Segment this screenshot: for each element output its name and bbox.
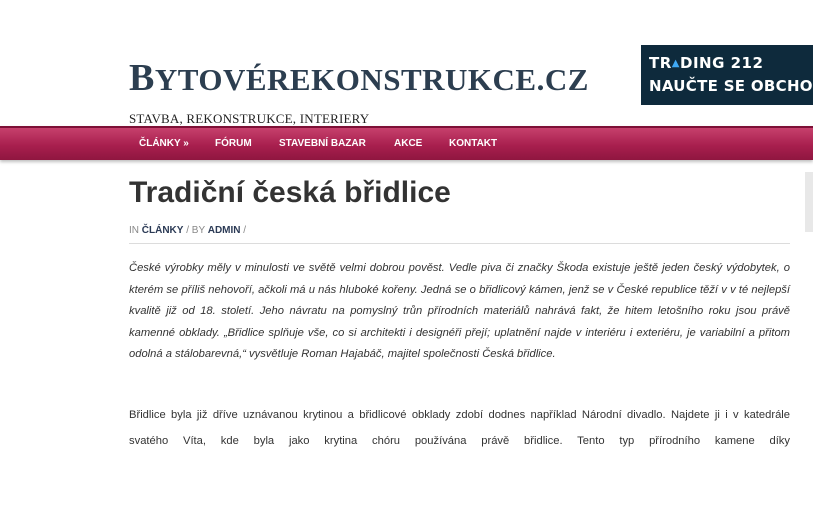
category-link[interactable]: ČLÁNKY (141, 225, 184, 236)
nav-item-akce[interactable]: AKCE (394, 138, 423, 149)
nav-item-kontakt[interactable]: KONTAKT (449, 138, 498, 149)
nav-item-clanky[interactable]: ČLÁNKY » (139, 138, 189, 149)
nav-item-forum[interactable]: FÓRUM (215, 138, 252, 149)
meta-separator: / BY (186, 225, 205, 236)
divider (129, 243, 790, 244)
article-title: Tradiční česká břidlice (129, 176, 451, 209)
site-tagline: STAVBA, REKONSTRUKCE, INTERIERY (129, 111, 370, 126)
spark-icon: ▲ (671, 58, 680, 69)
scrollbar[interactable] (805, 172, 813, 232)
advertisement-banner[interactable] (641, 45, 813, 105)
ad-headline: TR▲DING 212 (649, 54, 764, 72)
article-body: Břidlice byla již dříve uznávanou krytinou a břidlicové obklady zdobí dodnes například Národní divadlo. Najdete ji i v katedrále svatého Víta, kde byla jako krytina chóru používána právě břidlice. Tento typ přírodního kamene díky (129, 409, 790, 447)
article-intro: České výrobky měly v minulosti ve světě velmi dobrou pověst. Vedle piva či značky Škoda existuje ještě jeden český výdobytek, o kterém se příliš nehovoří, ačkoli má u nás hluboké kořeny. Jedná se o břidlicový kámen, jenž se v České republice těží v v té nejlepší kvalitě již od 18. století. Jeho návratu na pomyslný trůn přírodních materiálů nahrává fakt, že hitem letošního roku jsou právě kamenné obklady. „Břidlice splňuje vše, co si architekti i designéři přejí; uplatnění najde v interiéru i exteriéru, je variabilní a přitom odolná a stálobarevná,“ vysvětluje Roman Hajabáč, majitel společnosti Česká břidlice. (129, 262, 790, 360)
ad-subline: NAUČTE SE OBCHO (649, 77, 813, 95)
nav-item-stavebni-bazar[interactable]: STAVEBNÍ BAZAR (279, 138, 366, 149)
site-title[interactable]: BYTOVÉREKONSTRUKCE.CZ (129, 57, 589, 99)
meta-separator: / (243, 225, 247, 236)
main-navigation (0, 126, 813, 160)
author-link[interactable]: ADMIN (207, 225, 241, 236)
article-meta (129, 225, 246, 236)
meta-in-label: IN (129, 225, 139, 236)
